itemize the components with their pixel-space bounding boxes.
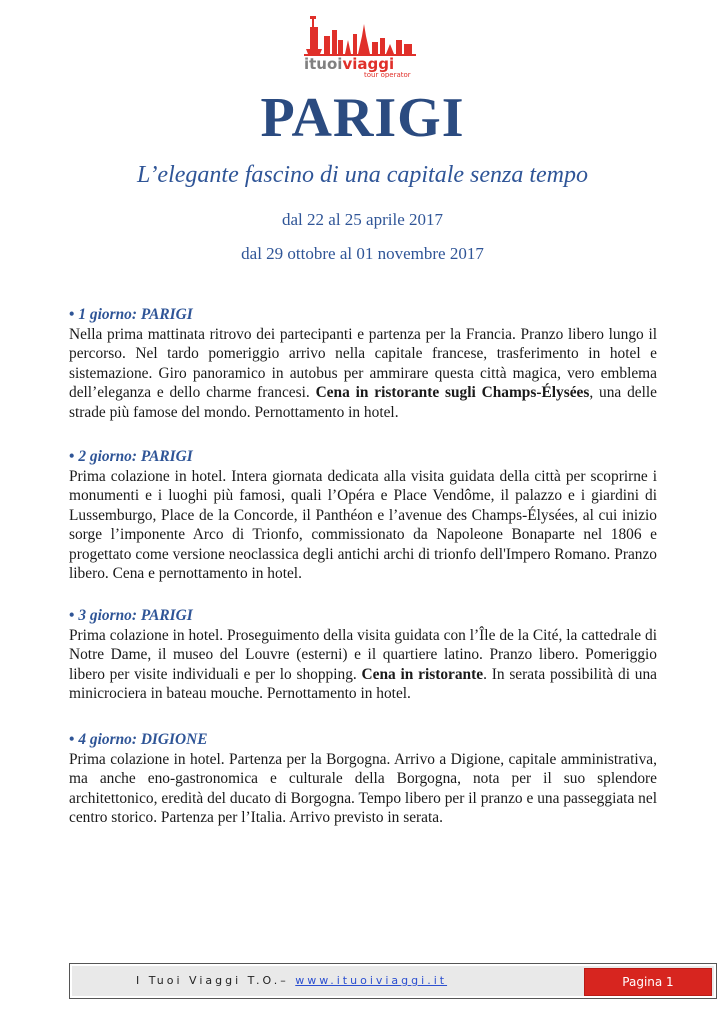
bullet-icon: • [69, 731, 75, 748]
highlight-text: Cena in ristorante [361, 665, 484, 683]
footer-company: I Tuoi Viaggi T.O.– www.ituoiviaggi.it [136, 974, 448, 987]
company-logo [298, 14, 420, 78]
page-number-badge: Pagina 1 [584, 968, 712, 996]
page-title: PARIGI [260, 87, 465, 149]
day-description: Prima colazione in hotel. Intera giornata dedicata alla visita guidata della città per scoprirne i monumenti e i luoghi più famosi, quali l’Opéra e Place Vendôme, il palazzo e i giardini di Lussemburgo, Place de la Concorde, il Panthéon e l’avenue des Champs-Élysées, al cui inizio sorge l’imponente Arco di Trionfo, commissionato da Napoleone Bonaparte nel 1806 e progettato come versione neoclassica degli antichi archi di trionfo dell'Impero Romano. Pranzo libero. Cena e pernottamento in hotel. [69, 467, 657, 582]
day-heading: • 2 giorno: PARIGI [69, 448, 193, 465]
statue-of-liberty-icon [306, 16, 322, 54]
day-heading: • 1 giorno: PARIGI [69, 306, 193, 323]
itinerary-day-2 [69, 447, 657, 584]
svg-text:ituoiviaggi: ituoiviaggi [304, 55, 395, 73]
page-footer [69, 963, 717, 999]
day-description: Prima colazione in hotel. Partenza per la Borgogna. Arrivo a Digione, capitale amministrativa, ma anche eno-gastronomica e culturale della Borgogna, nota per il suo splendore architettonico, eredità del ducato di Borgogna. Tempo libero per il pranzo e una passeggiata nel centro storico. Partenza per l’Italia. Arrivo previsto in serata. [69, 750, 657, 826]
bullet-icon: • [69, 607, 75, 624]
day-description: Nella prima mattinata ritrovo dei partecipanti e partenza per la Francia. Pranzo libero lungo il percorso. Nel tardo pomeriggio arrivo nella capitale francese, trasferimento in hotel e sistemazione. Giro panoramico in autobus per ammirare questa città magica, vero emblema dell’eleganza e dello charme francesi. Cena in ristorante sugli Champs-Élysées, una delle strade più famose del mondo. Pernottamento in hotel. [69, 325, 657, 421]
highlight-text: Cena in ristorante sugli Champs-Élysées [315, 384, 590, 401]
page-subtitle: L’elegante fascino di una capitale senza tempo [136, 162, 589, 188]
skyline-icon [324, 24, 412, 54]
day-heading: • 4 giorno: DIGIONE [69, 731, 208, 748]
itinerary-day-3 [69, 606, 657, 704]
bullet-icon: • [69, 448, 75, 465]
itinerary-day-1 [69, 305, 657, 422]
day-description: Prima colazione in hotel. Proseguimento della visita guidata con l’Île de la Cité, la cattedrale di Notre Dame, il museo del Louvre (esterni) e il quartiere latino. Pranzo libero. Pomeriggio libero per visite individuali e per lo shopping. Cena in ristorante. In serata possibilità di una minicrociera in bateau mouche. Pernottamento in hotel. [69, 626, 657, 702]
svg-text:tour operator: tour operator [364, 71, 411, 78]
date-range-2: dal 29 ottobre al 01 novembre 2017 [241, 244, 484, 263]
itinerary-day-4 [69, 730, 657, 828]
date-range-1: dal 22 al 25 aprile 2017 [282, 210, 443, 229]
website-link[interactable]: www.ituoiviaggi.it [295, 974, 448, 987]
day-heading: • 3 giorno: PARIGI [69, 607, 193, 624]
bullet-icon: • [69, 306, 75, 323]
